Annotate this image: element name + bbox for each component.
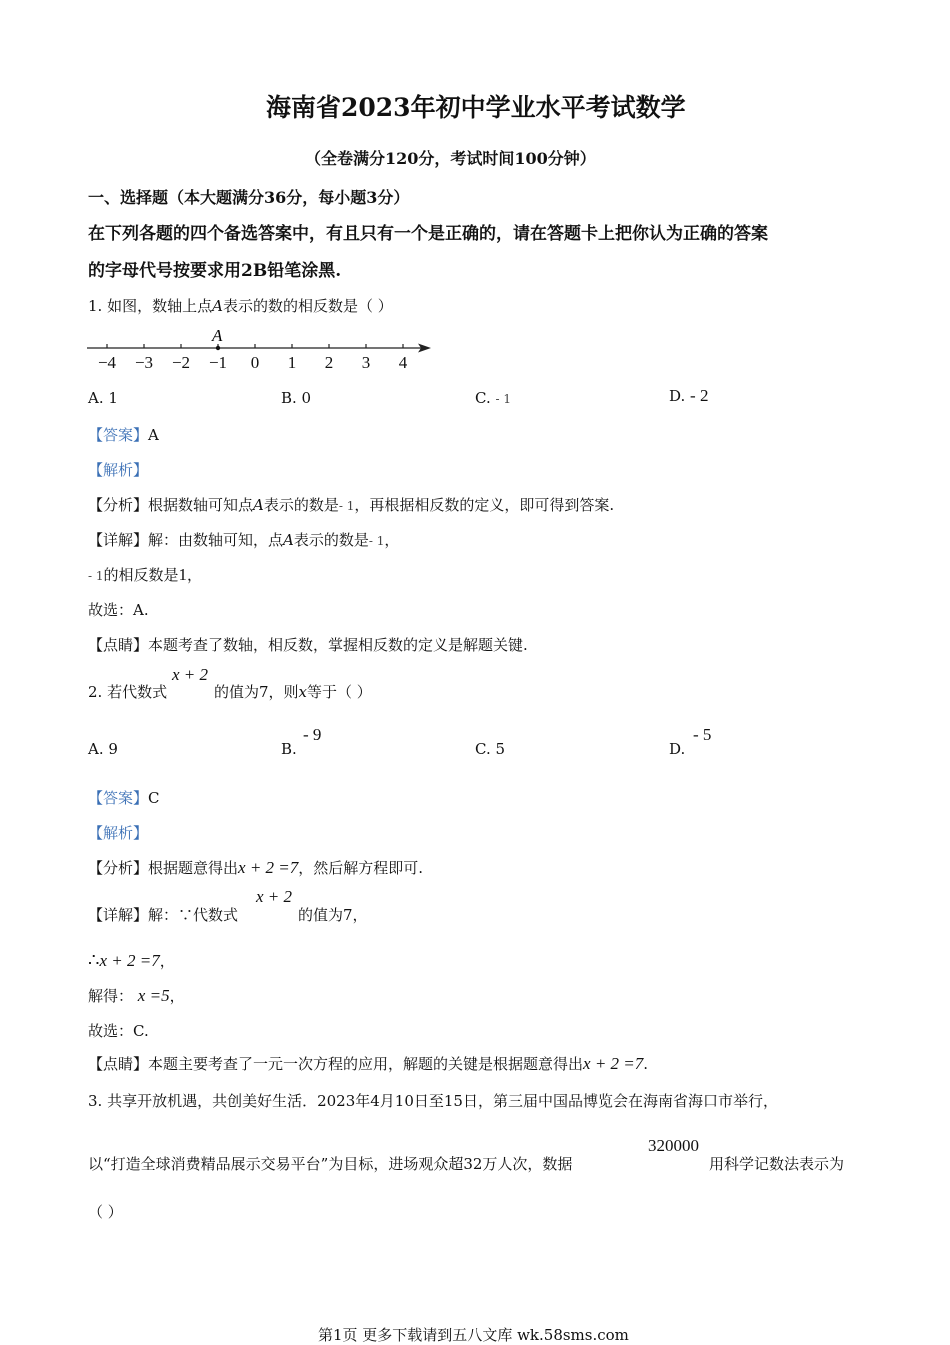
- number-line-tick-label: 4: [398, 353, 408, 372]
- q3-line3: （ ）: [88, 1203, 123, 1221]
- q2-xiangjie-tag: 【详解】: [88, 906, 149, 924]
- q2-jiede-math: x =5: [137, 986, 170, 1005]
- q1-answer-tag: 【答案】: [88, 426, 149, 444]
- q1-option-c-letter: C.: [475, 389, 491, 407]
- number-line-tick-label: −2: [171, 353, 191, 372]
- q1-xiangjie-tag: 【详解】: [88, 531, 149, 549]
- q2-therefore-math: x + 2 =7: [99, 951, 160, 970]
- q1-option-c: [475, 389, 511, 407]
- q1-xiangjie-math: - 1: [368, 534, 385, 548]
- number-line-tick-label: 1: [287, 353, 297, 372]
- q2-jiede-label: 解得：: [88, 987, 134, 1005]
- number-line-tick-label: −3: [134, 353, 154, 372]
- q1-option-c-math: - 1: [495, 392, 512, 406]
- q2-option-a: A. 9: [88, 740, 118, 758]
- q1-xiangjie-text-c: ，: [384, 531, 400, 549]
- q1-option-a: A. 1: [88, 389, 118, 407]
- q2-option-d-math: - 5: [693, 725, 712, 744]
- q2-answer-tag: 【答案】: [88, 789, 149, 807]
- q2-stem-var: x: [298, 683, 308, 701]
- q1-fenxi-text-b: 表示的数是: [263, 496, 339, 514]
- q1-option-d: [669, 386, 708, 406]
- q3-line2-b: 用科学记数法表示为: [709, 1155, 845, 1173]
- q1-opposite-math1: - 1: [88, 569, 104, 583]
- q2-dianjing: [88, 1053, 648, 1074]
- q1-analysis-tag: 【解析】: [88, 461, 149, 479]
- q2-fenxi-text-a: 根据题意得出: [148, 859, 239, 877]
- q2-xiangjie-math: x + 2: [256, 887, 293, 906]
- q2-stem-math: x + 2: [172, 665, 209, 684]
- q2-answer-value: C: [148, 789, 160, 807]
- q1-xiangjie: [88, 529, 399, 550]
- q1-dianjing-tag: 【点睛】: [88, 636, 149, 654]
- q1-option-d-letter: D.: [669, 387, 686, 405]
- q1-answer-value: A: [148, 426, 159, 444]
- q3-line2-math: 320000: [648, 1136, 699, 1155]
- q1-stem-prefix: 1. 如图，数轴上点: [88, 297, 213, 315]
- q3-line1: 3. 共享开放机遇，共创美好生活．2023年4月10日至15日，第三届中国品博览会在海南省海口市举行，: [88, 1092, 778, 1110]
- q2-stem-suffix: 等于（ ）: [307, 683, 372, 701]
- q1-xiangjie-text-a: 解：由数轴可知，点: [148, 531, 284, 549]
- number-line-tick-label: 3: [361, 353, 371, 372]
- q2-dianjing-end: .: [643, 1055, 649, 1073]
- q2-dianjing-math: x + 2 =7: [583, 1054, 644, 1073]
- number-line-point-label: A: [212, 326, 223, 345]
- q1-option-b: B. 0: [281, 389, 312, 407]
- q1-opposite-end: ，: [187, 566, 203, 584]
- q2-option-b-math: - 9: [303, 725, 322, 744]
- q1-stem: [88, 295, 393, 316]
- q1-option-d-math: - 2: [690, 386, 709, 405]
- page-footer: 第1页 更多下载请到五八文库 wk.58sms.com: [318, 1326, 629, 1344]
- q1-number-line: [85, 322, 435, 374]
- q1-fenxi-text-c: ，再根据相反数的定义，即可得到答案.: [354, 496, 615, 514]
- number-line-tick-label: −4: [97, 353, 117, 372]
- q1-stem-suffix: 表示的数的相反数是（ ）: [222, 297, 393, 315]
- q1-opposite-text: 的相反数是: [103, 566, 179, 584]
- q1-answer: [88, 424, 159, 445]
- number-line-tick-label: −1: [208, 353, 228, 372]
- q2-stem-prefix: 2. 若代数式: [88, 683, 168, 701]
- section-instruction-line1: 在下列各题的四个备选答案中，有且只有一个是正确的，请在答题卡上把你认为正确的答案: [88, 224, 768, 244]
- q3-line2-a: 以“打造全球消费精品展示交易平台”为目标，进场观众超32万人次，数据: [88, 1155, 573, 1173]
- number-line-point-a: [216, 346, 220, 350]
- q2-fenxi-math: x + 2 =7: [238, 858, 299, 877]
- q1-stem-var: A: [212, 297, 223, 315]
- q1-fenxi-text-a: 根据数轴可知点: [148, 496, 254, 514]
- page-title: 海南省2023年初中学业水平考试数学: [266, 93, 686, 122]
- exam-subtitle: （全卷满分120分，考试时间100分钟）: [305, 149, 596, 168]
- section-instruction-line2: 的字母代号按要求用2B铅笔涂黑.: [88, 261, 342, 281]
- q2-xiangjie-a: [88, 904, 238, 925]
- q2-therefore-end: ，: [159, 952, 175, 970]
- q1-fenxi: [88, 494, 614, 515]
- q2-xiangjie-b: 的值为7，: [298, 906, 368, 924]
- q2-analysis-tag: 【解析】: [88, 824, 149, 842]
- q2-answer: [88, 787, 160, 808]
- q2-jiede: [88, 985, 185, 1006]
- q2-fenxi: [88, 857, 423, 878]
- q1-fenxi-var: A: [253, 496, 264, 514]
- q1-dianjing-text: 本题考查了数轴，相反数，掌握相反数的定义是解题关键.: [148, 636, 528, 654]
- q2-fenxi-text-b: ，然后解方程即可.: [298, 859, 424, 877]
- q2-fenxi-tag: 【分析】: [88, 859, 149, 877]
- q2-xiangjie-text-a: 解：∵代数式: [148, 906, 239, 924]
- q1-xiangjie-var: A: [283, 531, 294, 549]
- q2-choose: 故选：C.: [88, 1022, 149, 1040]
- q1-fenxi-tag: 【分析】: [88, 496, 149, 514]
- q2-stem-mid: 的值为7，则: [214, 683, 299, 701]
- number-line-tick-label: 0: [250, 353, 260, 372]
- q2-option-b: B.: [281, 740, 297, 758]
- q1-fenxi-math: - 1: [338, 499, 355, 513]
- q2-stem-rest: [214, 681, 372, 702]
- q1-opposite-math2: 1: [178, 565, 188, 584]
- q2-therefore: [88, 950, 175, 971]
- q1-xiangjie-text-b: 表示的数是: [293, 531, 369, 549]
- q2-jiede-end: ，: [169, 987, 185, 1005]
- q1-choose: 故选：A.: [88, 601, 149, 619]
- number-line-tick-label: 2: [324, 353, 334, 372]
- q1-dianjing: [88, 634, 528, 655]
- q2-dianjing-text: 本题主要考查了一元一次方程的应用，解题的关键是根据题意得出: [148, 1055, 584, 1073]
- section-heading: 一、选择题（本大题满分36分，每小题3分）: [88, 188, 410, 207]
- q1-opposite-line: [88, 564, 202, 585]
- q2-option-c: C. 5: [475, 740, 506, 758]
- q2-option-d: D.: [669, 740, 686, 758]
- q2-therefore-symbol: ∴: [88, 950, 100, 971]
- q2-dianjing-tag: 【点睛】: [88, 1055, 149, 1073]
